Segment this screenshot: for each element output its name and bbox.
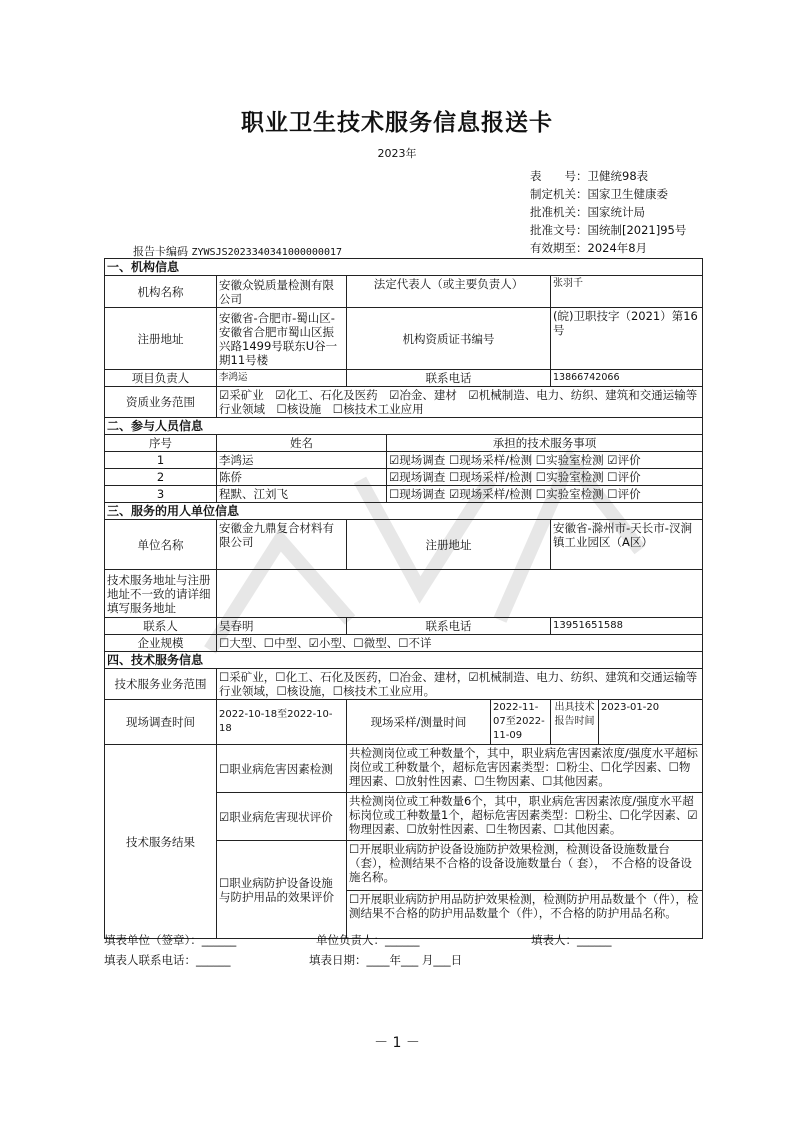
org-phone-value: 13866742066 (551, 370, 703, 387)
report-number: 报告卡编码 ZYWSJS2023340341000000017 (133, 245, 343, 258)
cert-label: 机构资质证书编号 (347, 308, 551, 370)
staff-header-no: 序号 (105, 435, 217, 452)
footer-unit-head: 单位负责人：______ (316, 933, 420, 947)
result-3a-value: ☐开展职业病防护设备设施防护效果检测，检测设备设施数量台（套），检测结果不合格的设备设施数量台（ 套）， 不合格的设备设施名称。 (347, 841, 703, 891)
service-addr-value (217, 570, 703, 618)
result-2-label: ☑职业病危害现状评价 (217, 793, 347, 841)
survey-time-value: 2022-10-18至2022-10-18 (217, 700, 347, 745)
result-1-label: ☐职业病危害因素检测 (217, 745, 347, 793)
meta-valid-until: 有效期至：2024年8月 (530, 241, 648, 255)
client-phone-label: 联系电话 (347, 618, 551, 635)
footer-unit-sign: 填表单位（签章）：______ (104, 933, 237, 947)
lead-value: 李鸿运 (217, 370, 347, 387)
result-3-label: ☐职业病防护设备设施与防护用品的效果评价 (217, 841, 347, 939)
result-label: 技术服务结果 (105, 745, 217, 939)
org-name-label: 机构名称 (105, 276, 217, 308)
table-row (105, 469, 703, 486)
org-name-value: 安徽众锐质量检测有限公司 (217, 276, 347, 308)
form-title: 职业卫生技术服务信息报送卡 (241, 109, 553, 136)
meta-table-no: 表 号：卫健统98表 (530, 169, 649, 183)
meta-authority: 制定机关：国家卫生健康委 (530, 187, 668, 201)
report-time-label: 出具技术报告时间 (551, 700, 599, 745)
sampling-time-label: 现场采样/测量时间 (347, 700, 491, 745)
meta-approval-no: 批准文号：国统制[2021]95号 (530, 223, 687, 237)
footer-fill-date: 填表日期：____年___ 月___日 (309, 953, 463, 967)
staff-task: ☑现场调查 ☐现场采样/检测 ☐实验室检测 ☑评价 (387, 452, 703, 469)
staff-task: ☑现场调查 ☐现场采样/检测 ☐实验室检测 ☐评价 (387, 469, 703, 486)
client-addr-value: 安徽省-滁州市-天长市-汊涧镇工业园区（A区） (551, 520, 703, 570)
info-form-table (104, 258, 703, 939)
section-service-title: 四、技术服务信息 (105, 652, 703, 669)
staff-header-name: 姓名 (217, 435, 387, 452)
cert-value: (皖)卫职技字（2021）第16号 (551, 308, 703, 370)
contact-value: 吴春明 (217, 618, 347, 635)
legal-rep-label: 法定代表人（或主要负责人） (347, 276, 551, 308)
qual-scope-label: 资质业务范围 (105, 387, 217, 418)
legal-rep-value: 张羽千 (551, 276, 703, 308)
footer-filler: 填表人：______ (531, 933, 612, 947)
form-year: 2023年 (377, 147, 417, 160)
report-time-value: 2023-01-20 (599, 700, 703, 745)
client-phone-value: 13951651588 (551, 618, 703, 635)
table-row (105, 452, 703, 469)
client-name-label: 单位名称 (105, 520, 217, 570)
staff-task: ☐现场调查 ☑现场采样/检测 ☐实验室检测 ☐评价 (387, 486, 703, 503)
reg-addr-value: 安徽省-合肥市-蜀山区-安徽省合肥市蜀山区振兴路1499号联东U谷一期11号楼 (217, 308, 347, 370)
size-value: ☐大型、☐中型、☑小型、☐微型、☐不详 (217, 635, 703, 652)
result-1-value: 共检测岗位或工种数量个，其中，职业病危害因素浓度/强度水平超标岗位或工种数量个，超标危害因素类型：☐粉尘、☐化学因素、☐物理因素、☐放射性因素、☐生物因素、☐其他因素。 (347, 745, 703, 793)
service-scope-value: ☐采矿业，☐化工、石化及医药，☐冶金、建材，☑机械制造、电力、纺织、建筑和交通运输等行业领域，☐核设施，☐核技术工业应用。 (217, 669, 703, 700)
meta-approver: 批准机关：国家统计局 (530, 205, 645, 219)
section-staff-title: 二、参与人员信息 (105, 418, 703, 435)
reg-addr-label: 注册地址 (105, 308, 217, 370)
survey-time-label: 现场调查时间 (105, 700, 217, 745)
qual-scope-value: ☑采矿业 ☑化工、石化及医药 ☑冶金、建材 ☑机械制造、电力、纺织、建筑和交通运输等行业领域 ☐核设施 ☐核技术工业应用 (217, 387, 703, 418)
staff-no: 3 (105, 486, 217, 503)
section-client-title: 三、服务的用人单位信息 (105, 503, 703, 520)
service-scope-label: 技术服务业务范围 (105, 669, 217, 700)
staff-name: 程默、江刘飞 (217, 486, 387, 503)
staff-no: 2 (105, 469, 217, 486)
size-label: 企业规模 (105, 635, 217, 652)
result-3b-value: ☐开展职业病防护用品防护效果检测，检测防护用品数量个（件），检测结果不合格的防护用品数量个（件），不合格的防护用品名称。 (347, 891, 703, 939)
service-addr-label: 技术服务地址与注册地址不一致的请详细填写服务地址 (105, 570, 217, 618)
contact-label: 联系人 (105, 618, 217, 635)
staff-no: 1 (105, 452, 217, 469)
staff-name: 李鸿运 (217, 452, 387, 469)
footer-filler-phone: 填表人联系电话：______ (104, 953, 231, 967)
client-addr-label: 注册地址 (347, 520, 551, 570)
staff-name: 陈侨 (217, 469, 387, 486)
org-phone-label: 联系电话 (347, 370, 551, 387)
result-2-value: 共检测岗位或工种数量6个，其中，职业病危害因素浓度/强度水平超标岗位或工种数量1个，超标危害因素类型：☐粉尘、☐化学因素、☑物理因素、☐放射性因素、☐生物因素、☐其他因素。 (347, 793, 703, 841)
lead-label: 项目负责人 (105, 370, 217, 387)
client-name-value: 安徽金九鼎复合材料有限公司 (217, 520, 347, 570)
sampling-time-value: 2022-11-07至2022-11-09 (491, 700, 551, 745)
table-row (105, 486, 703, 503)
page-number: － 1 － (374, 1035, 420, 1051)
section-org-title: 一、机构信息 (105, 259, 703, 276)
staff-header-task: 承担的技术服务事项 (387, 435, 703, 452)
